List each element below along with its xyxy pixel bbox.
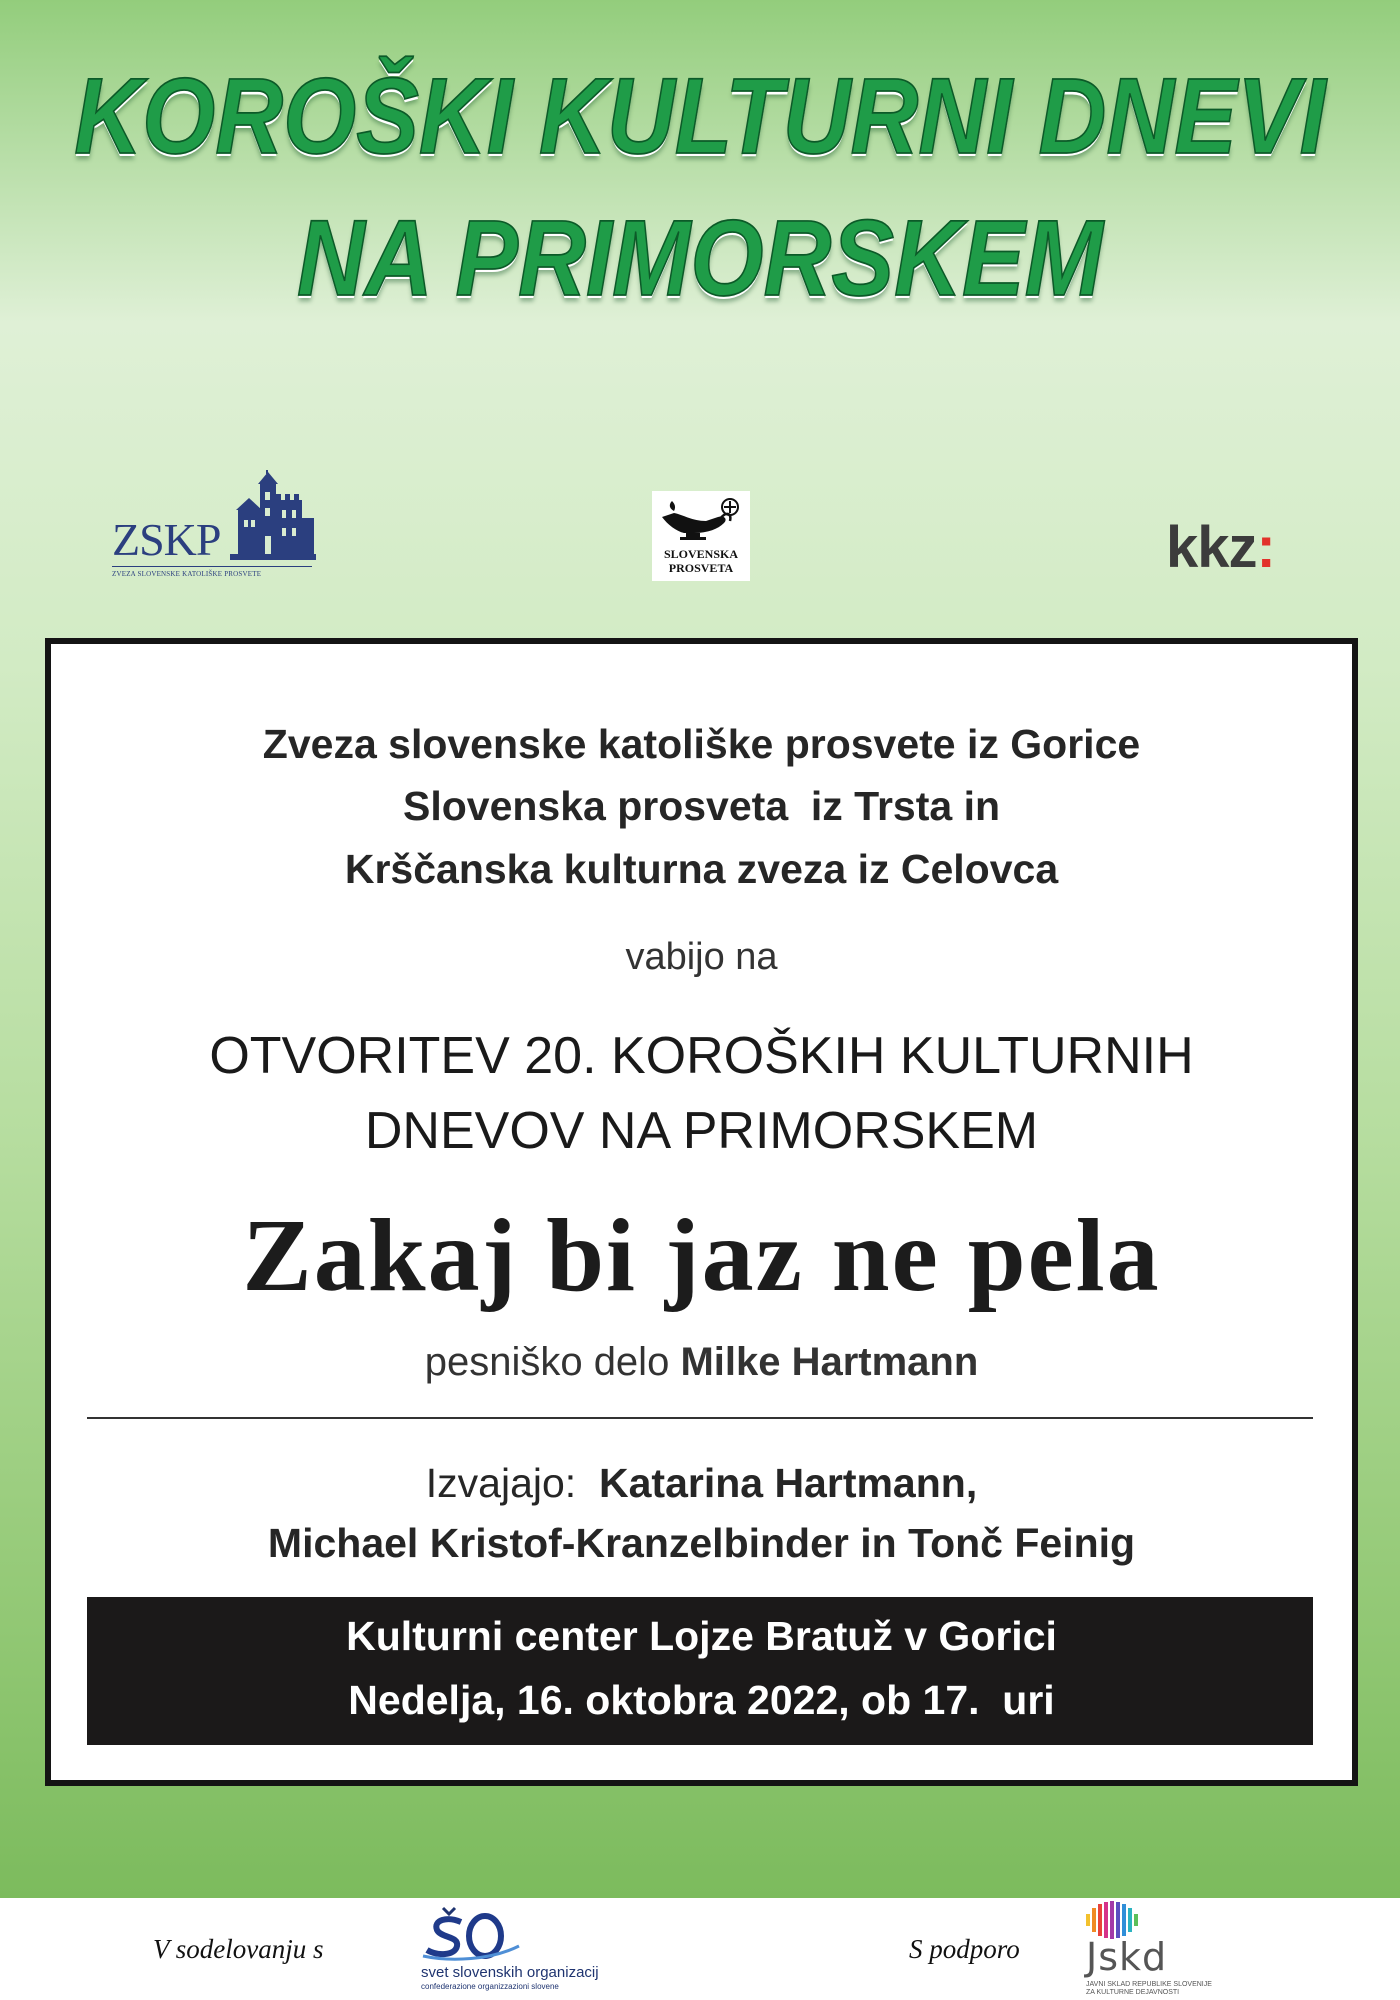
show-subtitle	[45, 1337, 1358, 1387]
jskd-subtitle-1: JAVNI SKLAD REPUBLIKE SLOVENIJE	[1086, 1981, 1212, 1988]
sso-emblem-icon	[421, 1906, 521, 1962]
show-title: Zakaj bi jaz ne pela	[242, 1198, 1161, 1313]
zskp-wordmark: ZSKP	[112, 514, 221, 565]
event-title-line-2: DNEVOV NA PRIMORSKEM	[364, 1102, 1039, 1160]
performers-label: Izvajajo:	[425, 1460, 577, 1506]
jskd-logo	[1084, 1898, 1264, 2000]
organizer-line-2: Slovenska prosveta iz Trsta in	[402, 783, 1001, 829]
jskd-subtitle-2: ZA KULTURNE DEJAVNOSTI	[1086, 1989, 1180, 1996]
collaboration-label: V sodelovanju s	[153, 1934, 324, 1964]
oil-lamp-icon	[658, 495, 744, 541]
event-title-line-1: OTVORITEV 20. KOROŠKIH KULTURNIH	[209, 1027, 1194, 1085]
poster-title-line-2: NA PRIMORSKEM	[297, 197, 1103, 318]
sso-subtitle: confederazione organizzazioni slovene	[421, 1982, 559, 1991]
castle-icon	[230, 470, 316, 562]
zskp-logo	[112, 470, 317, 585]
slovenska-prosveta-line-1: SLOVENSKA	[663, 547, 739, 561]
zskp-underline	[112, 566, 312, 567]
zskp-subtitle: ZVEZA SLOVENSKE KATOLIŠKE PROSVETE	[112, 570, 262, 578]
date-time-text: Nedelja, 16. oktobra 2022, ob 17. uri	[348, 1677, 1055, 1723]
slovenska-prosveta-line-2: PROSVETA	[668, 561, 734, 575]
performers-line-2: Michael Kristof-Kranzelbinder in Tonč Feinig	[267, 1520, 1136, 1566]
jskd-wordmark: Jskd	[1086, 1935, 1168, 1979]
section-divider	[87, 1417, 1313, 1419]
invite-text: vabijo na	[625, 936, 778, 978]
performer-names-1: Katarina Hartmann,	[599, 1460, 978, 1506]
show-author: Milke Hartmann	[680, 1340, 979, 1384]
sso-logo	[421, 1906, 661, 2000]
poster-title-line-1: KOROŠKI KULTURNI DNEVI	[74, 55, 1326, 176]
kkz-wordmark: kkz	[1166, 515, 1257, 580]
slovenska-prosveta-logo	[652, 491, 750, 581]
support-label: S podporo	[909, 1934, 1020, 1964]
jskd-bars-icon	[1084, 1900, 1144, 1940]
kkz-logo	[1166, 516, 1276, 580]
organizer-line-1: Zveza slovenske katoliške prosvete iz Gorice	[262, 721, 1141, 767]
organizer-line-3: Krščanska kulturna zveza iz Celovca	[344, 846, 1059, 892]
sso-name: svet slovenskih organizacij	[421, 1964, 599, 1981]
venue-text: Kulturni center Lojze Bratuž v Gorici	[346, 1613, 1057, 1659]
performers-line-1	[45, 1458, 1358, 1508]
kkz-colon: :	[1256, 515, 1276, 580]
show-subtitle-prefix: pesniško delo	[424, 1340, 670, 1384]
